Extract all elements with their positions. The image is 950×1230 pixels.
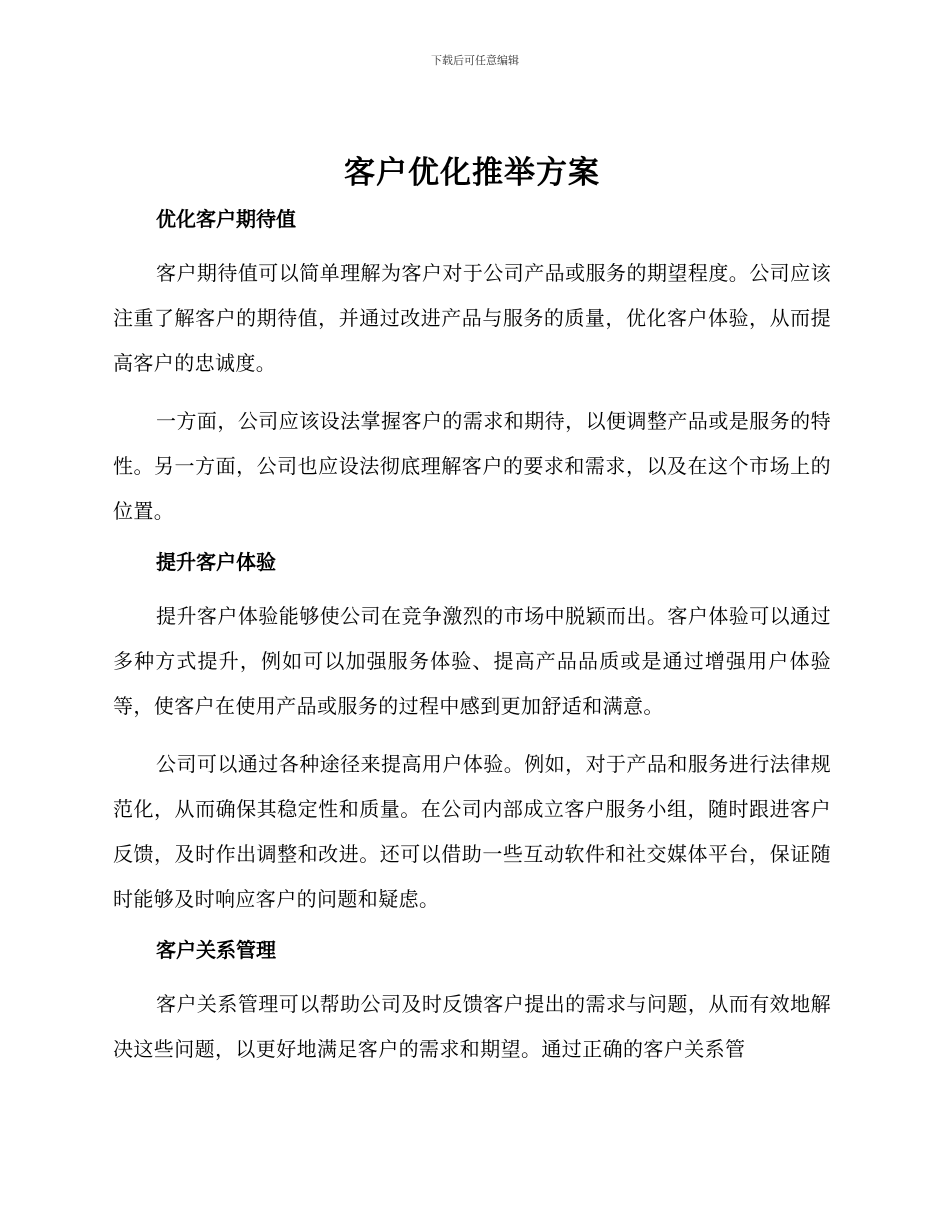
- paragraph: 一方面，公司应该设法掌握客户的需求和期待，以便调整产品或是服务的特性。另一方面，公司也应设法彻底理解客户的要求和需求，以及在这个市场上的位置。: [113, 409, 831, 523]
- page-header-note: 下载后可任意编辑: [431, 54, 519, 67]
- paragraph: 客户期待值可以简单理解为客户对于公司产品或服务的期望程度。公司应该注重了解客户的期待值，并通过改进产品与服务的质量，优化客户体验，从而提高客户的忠诚度。: [113, 261, 831, 375]
- section-heading: 提升客户体验: [156, 550, 276, 574]
- section-relationship-management: [113, 935, 831, 1072]
- document-body: [113, 148, 831, 1085]
- document-title: 客户优化推举方案: [344, 155, 600, 191]
- paragraph: 客户关系管理可以帮助公司及时反馈客户提出的需求与问题，从而有效地解决这些问题，以更好地满足客户的需求和期望。通过正确的客户关系管: [113, 992, 831, 1061]
- paragraph: 公司可以通过各种途径来提高用户体验。例如，对于产品和服务进行法律规范化，从而确保其稳定性和质量。在公司内部成立客户服务小组，随时跟进客户反馈，及时作出调整和改进。还可以借助一些互动软件和社交媒体平台，保证随时能够及时响应客户的问题和疑虑。: [113, 752, 831, 911]
- section-heading: 优化客户期待值: [156, 207, 296, 231]
- section-improve-experience: [113, 547, 831, 922]
- paragraph: 提升客户体验能够使公司在竞争激烈的市场中脱颖而出。客户体验可以通过多种方式提升，例如可以加强服务体验、提高产品品质或是通过增强用户体验等，使客户在使用产品或服务的过程中感到更加舒适和满意。: [113, 604, 831, 718]
- section-heading: 客户关系管理: [156, 938, 276, 962]
- section-optimize-expectations: [113, 204, 831, 534]
